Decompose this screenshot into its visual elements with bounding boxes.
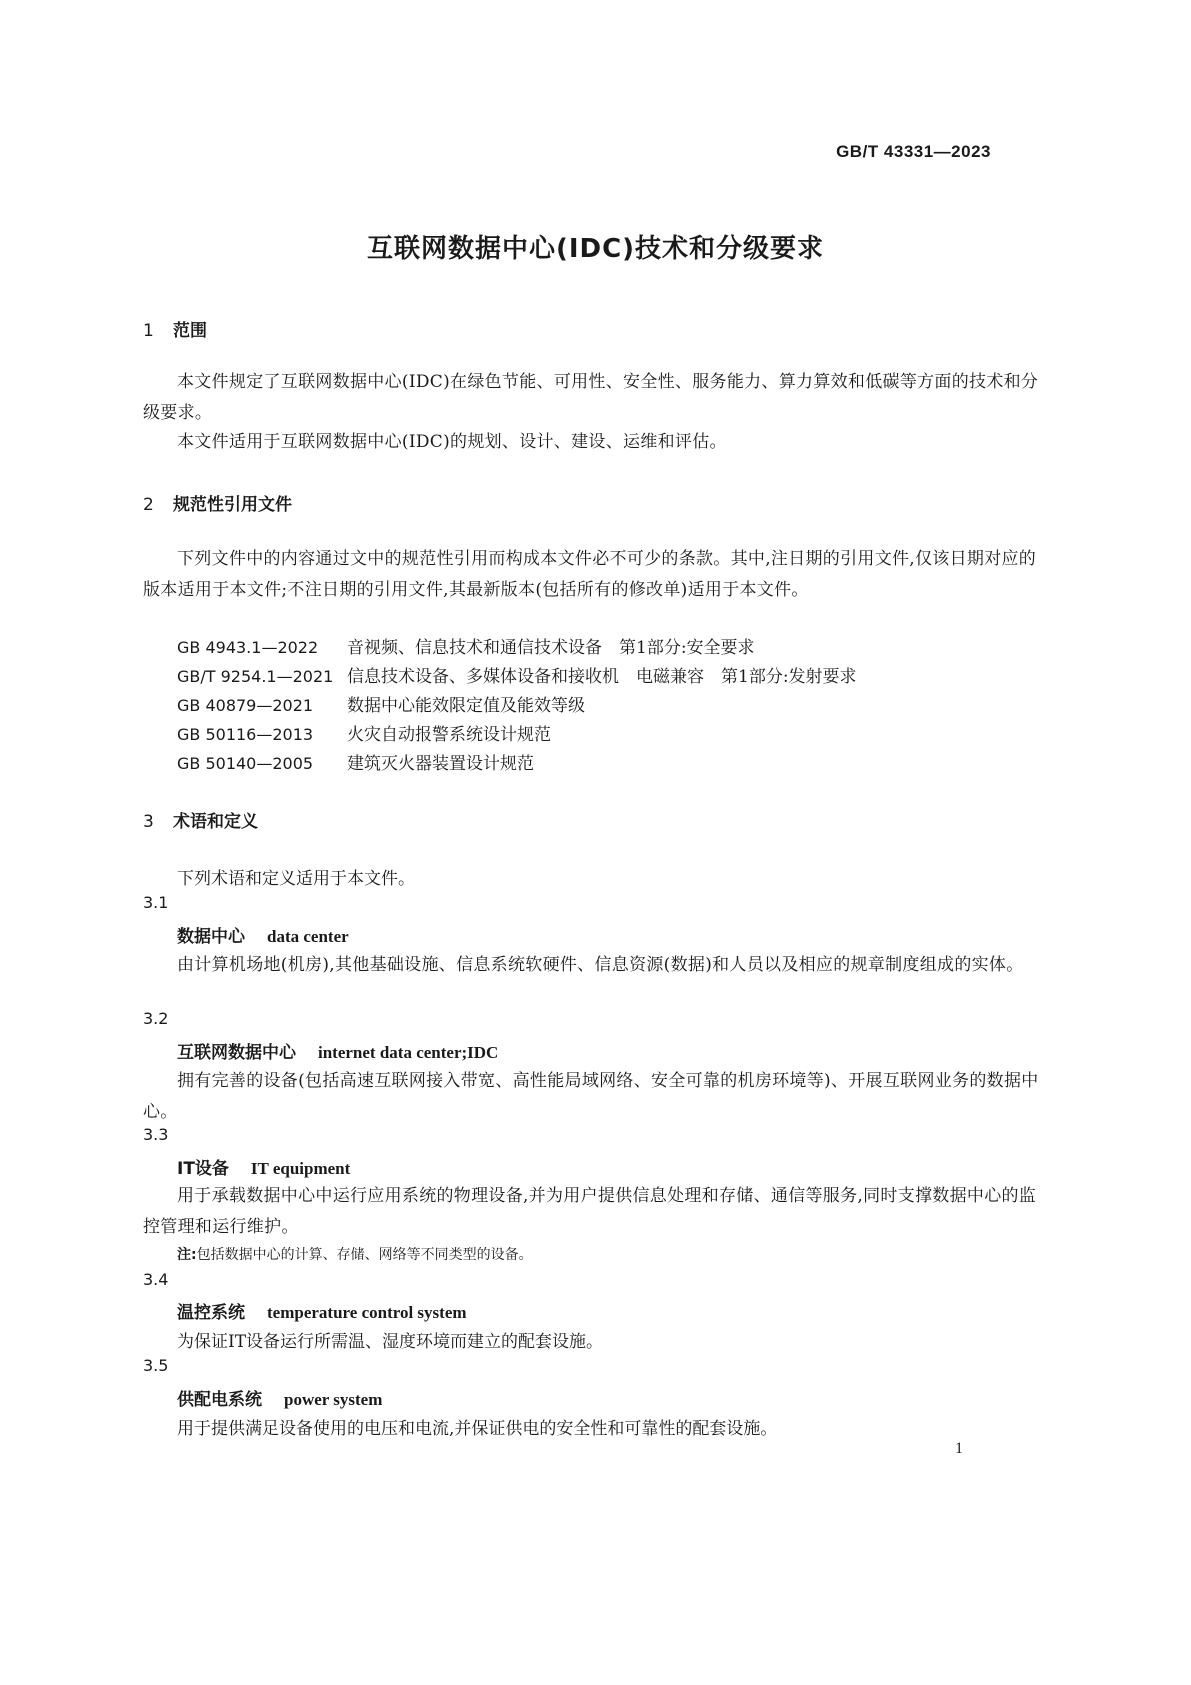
section-title: 范围 (173, 321, 207, 341)
term-chinese: 数据中心 (177, 927, 245, 947)
term-english: internet data center;IDC (318, 1043, 499, 1062)
reference-item (177, 662, 857, 687)
term-definition: 用于承载数据中心中运行应用系统的物理设备,并为用户提供信息处理和存储、通信等服务,同时支撑数据中心的监控管理和运行维护。 (143, 1186, 1037, 1237)
standard-number: GB/T 43331—2023 (836, 142, 991, 161)
term-name (177, 1038, 498, 1063)
section-intro: 下列术语和定义适用于本文件。 (177, 869, 415, 889)
term-number: 3.2 (143, 1009, 169, 1028)
term-chinese: 温控系统 (177, 1303, 245, 1323)
note-text: 包括数据中心的计算、存储、网络等不同类型的设备。 (196, 1247, 533, 1263)
term-name (177, 1385, 382, 1410)
reference-title: 音视频、信息技术和通信技术设备 第1部分:安全要求 (347, 638, 755, 658)
reference-item (177, 633, 755, 658)
reference-title: 信息技术设备、多媒体设备和接收机 电磁兼容 第1部分:发射要求 (347, 667, 857, 687)
reference-code: GB 50116—2013 (177, 725, 314, 744)
term-number: 3.3 (143, 1125, 169, 1144)
section-heading-normative-references (143, 490, 292, 515)
paragraph: 下列文件中的内容通过文中的规范性引用而构成本文件必不可少的条款。其中,注日期的引用文件,仅该日期对应的版本适用于本文件;不注日期的引用文件,其最新版本(包括所有的修改单)适用于本文件。 (143, 549, 1037, 600)
reference-title: 建筑灭火器装置设计规范 (347, 754, 534, 774)
term-chinese: 互联网数据中心 (177, 1043, 296, 1063)
reference-code: GB/T 9254.1—2021 (177, 667, 334, 686)
term-chinese: IT设备 (177, 1159, 229, 1179)
term-definition: 用于提供满足设备使用的电压和电流,并保证供电的安全性和可靠性的配套设施。 (177, 1419, 778, 1439)
reference-code: GB 40879—2021 (177, 696, 314, 715)
note-label: 注: (177, 1247, 197, 1263)
term-english: data center (267, 927, 349, 946)
section-number: 3 (143, 812, 154, 832)
term-definition: 由计算机场地(机房),其他基础设施、信息系统软硬件、信息资源(数据)和人员以及相应的规章制度组成的实体。 (177, 955, 1024, 975)
section-number: 2 (143, 495, 154, 515)
reference-item (177, 749, 534, 774)
reference-item (177, 720, 551, 745)
term-chinese: 供配电系统 (177, 1390, 262, 1410)
term-name (177, 922, 349, 947)
paragraph: 本文件适用于互联网数据中心(IDC)的规划、设计、建设、运维和评估。 (177, 432, 727, 452)
term-english: temperature control system (267, 1303, 467, 1322)
reference-code: GB 50140—2005 (177, 754, 314, 773)
term-english: IT equipment (250, 1159, 351, 1178)
reference-code: GB 4943.1—2022 (177, 638, 319, 657)
section-title: 术语和定义 (173, 812, 258, 832)
document-title: 互联网数据中心(IDC)技术和分级要求 (366, 234, 825, 264)
reference-item (177, 691, 585, 716)
section-heading-scope (143, 316, 207, 341)
section-number: 1 (143, 321, 154, 341)
term-number: 3.4 (143, 1270, 169, 1289)
page-number: 1 (955, 1440, 963, 1457)
term-english: power system (284, 1390, 383, 1409)
term-number: 3.1 (143, 893, 169, 912)
section-title: 规范性引用文件 (173, 495, 292, 515)
term-name (177, 1154, 350, 1179)
section-heading-terms-and-definitions (143, 807, 258, 832)
term-number: 3.5 (143, 1356, 169, 1375)
term-note (177, 1244, 533, 1264)
term-definition: 拥有完善的设备(包括高速互联网接入带宽、高性能局域网络、安全可靠的机房环境等)、开展互联网业务的数据中心。 (143, 1071, 1039, 1122)
paragraph: 本文件规定了互联网数据中心(IDC)在绿色节能、可用性、安全性、服务能力、算力算效和低碳等方面的技术和分级要求。 (143, 372, 1039, 423)
term-name (177, 1298, 467, 1323)
term-definition: 为保证IT设备运行所需温、湿度环境而建立的配套设施。 (177, 1332, 604, 1352)
reference-title: 火灾自动报警系统设计规范 (347, 725, 551, 745)
reference-title: 数据中心能效限定值及能效等级 (347, 696, 585, 716)
